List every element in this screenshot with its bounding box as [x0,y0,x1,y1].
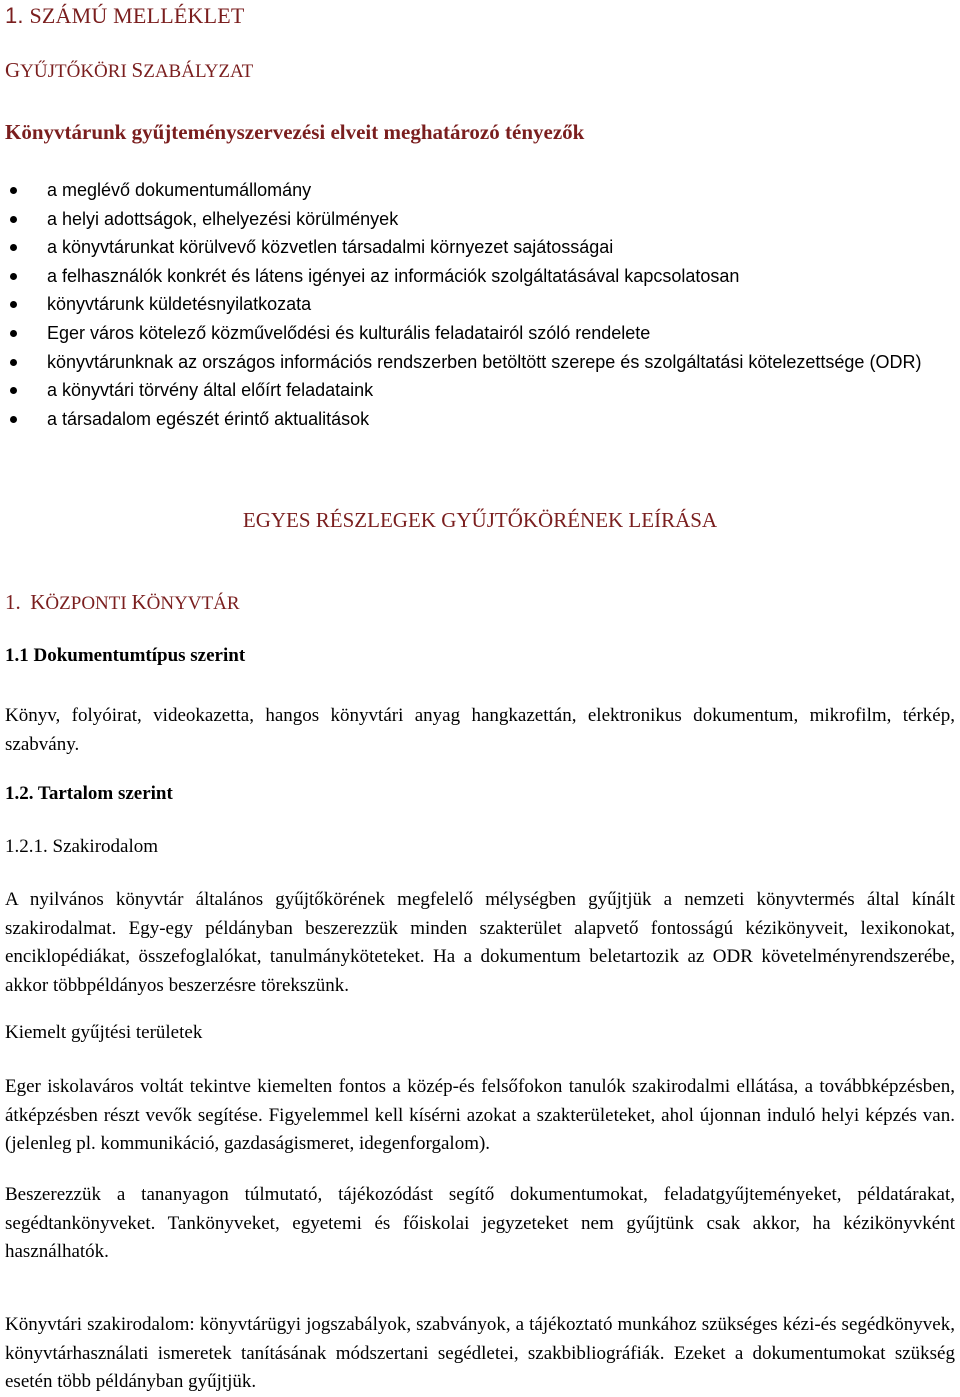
list-item [5,233,955,262]
list-item [5,176,955,205]
bullet-icon [10,416,17,423]
annex-number: 1. [5,3,24,28]
list-item-text: könyvtárunk küldetésnyilatkozata [47,294,312,315]
list-item-text: a könyvtári törvény által előírt feladataink [47,380,374,401]
list-item [5,205,955,234]
rules-title-part1: YŰJTŐKÖRI [20,61,132,82]
list-item [5,290,955,319]
central-library-part2: ÖNYVTÁR [146,593,240,614]
list-item-text: a társadalom egészét érintő aktualitások [47,408,370,429]
departments-heading: EGYES RÉSZLEGEK GYŰJTŐKÖRÉNEK LEÍRÁSA [242,508,718,532]
bullet-icon [10,244,17,251]
list-item-text: a helyi adottságok, elhelyezési körülmények [47,208,399,229]
bullet-icon [10,330,17,337]
central-library-initial1: K [30,590,46,614]
bullet-icon [10,387,17,394]
list-item [5,319,955,348]
library-literature-paragraph: Könyvtári szakirodalom: könyvtárügyi jogszabályok, szabványok, a tájékoztató munkához szükséges kézi-és segédkönyvek, könyvtárhasználati ismeretek tanításának módszertani segédletei, szakbibliográfiák. Ezeket a dokumentumokat szükség esetén több példányban gyűjtjük. [5,1314,955,1393]
central-library-initial2: K [131,590,147,614]
doc-type-heading: 1.1 Dokumentumtípus szerint [5,645,246,666]
list-item [5,262,955,291]
list-item [5,376,955,405]
bullet-icon [10,187,17,194]
list-item-text: a meglévő dokumentumállomány [47,180,312,200]
factors-list [5,176,955,433]
priority-areas-paragraph-1: Eger iskolaváros voltát tekintve kiemelten fontos a közép-és felsőfokon tanulók szakirodalmi ellátása, a továbbképzésben, átképzésben részt vevők segítése. Figyelemmel kell kísérni azokat a szakterületeket, ahol újonnan induló helyi képzés van. (jelenleg pl. kommunikáció, gazdaságismeret, idegenforgalom). [5,1076,955,1155]
rules-title-part2: ZABÁLYZAT [143,61,254,82]
content-heading: 1.2. Tartalom szerint [5,783,173,804]
rules-title-s: S [131,58,144,82]
bullet-icon [10,301,17,308]
factors-heading: Könyvtárunk gyűjteményszervezési elveit meghatározó tényezők [5,120,585,144]
annex-title [5,3,244,29]
list-item [5,405,955,434]
priority-areas-heading: Kiemelt gyűjtési területek [5,1022,203,1043]
central-library-part1: ÖZPONTI [45,593,132,614]
rules-title-initial: G [5,58,21,82]
list-item-text: a könyvtárunkat körülvevő közvetlen társadalmi környezet sajátosságai [47,237,614,258]
central-library-heading [5,590,240,615]
doc-type-paragraph: Könyv, folyóirat, videokazetta, hangos könyvtári anyag hangkazettán, elektronikus dokumentum, mikrofilm, térkép, szabvány. [5,705,955,755]
priority-areas-paragraph-2: Beszerezzük a tananyagon túlmutató, tájékozódást segítő dokumentumokat, feladatgyűjteményeket, példatárakat, segédtankönyveket. Tankönyveket, egyetemi és főiskolai jegyzeteket nem gyűjtünk csak akkor, ha kézikönyvként használhatók. [5,1184,955,1263]
bullet-icon [10,273,17,280]
list-item [5,348,955,377]
rules-title [5,58,253,83]
annex-title-text: SZÁMÚ MELLÉKLET [29,3,245,28]
list-item-text: könyvtárunknak az országos információs rendszerben betöltött szerepe és szolgáltatási kötelezettsége (ODR) [47,351,922,372]
specialist-literature-paragraph: A nyilvános könyvtár általános gyűjtőkörének megfelelő mélységben gyűjtjük a nemzeti könyvtermés által kínált szakirodalmat. Egy-egy példányban beszerezzük minden szakterület alapvető fontosságú kézikönyveit, lexikonokat, enciklopédiákat, összefoglalókat, tanulmányköteteket. Ha a dokumentum beletartozik az ODR követelményrendszerébe, akkor többpéldányos beszerzésre törekszünk. [5,889,955,996]
central-library-number: 1. [5,590,21,614]
list-item-text: a felhasználók konkrét és látens igényei az információk szolgáltatásával kapcsolatosan [47,265,740,286]
list-item-text: Eger város kötelező közművelődési és kulturális feladatairól szóló rendelete [47,322,651,343]
specialist-literature-heading: 1.2.1. Szakirodalom [5,836,159,857]
bullet-icon [10,216,17,223]
bullet-icon [10,359,17,366]
